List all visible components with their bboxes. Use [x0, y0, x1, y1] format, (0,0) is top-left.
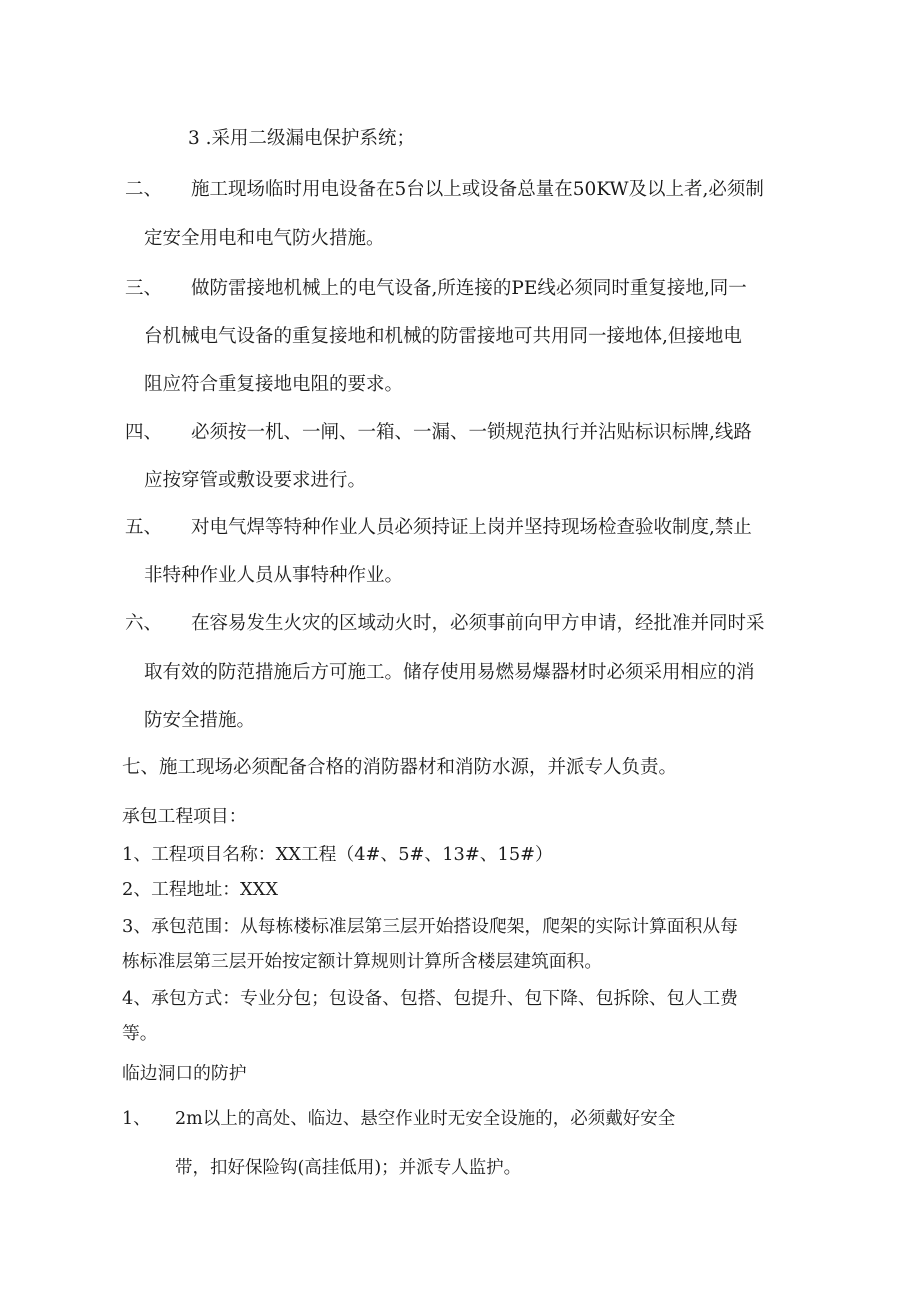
- item-5-line-2: 非特种作业人员从事特种作业。: [144, 565, 404, 586]
- edge-item-1-number: 1、: [122, 1109, 151, 1129]
- item-3-line: 3 .采用二级漏电保护系统；: [188, 128, 416, 149]
- item-6-line-1: 在容易发生火灾的区域动火时，必须事前向甲方申请，经批准并同时采: [191, 613, 765, 634]
- edge-item-1-line-1: 2m以上的高处、临边、悬空作业时无安全设施的，必须戴好安全: [175, 1109, 676, 1129]
- contract-item-4-line-1: 4、承包方式：专业分包；包设备、包搭、包提升、包下降、包拆除、包人工费: [122, 988, 738, 1009]
- item-2-line-2: 定安全用电和电气防火措施。: [144, 228, 385, 249]
- edge-protection-heading: 临边洞口的防护: [122, 1063, 247, 1084]
- contract-item-3-line-2: 栋标准层第三层开始按定额计算规则计算所含楼层建筑面积。: [122, 951, 603, 972]
- item-7-line: 七、施工现场必须配备合格的消防器材和消防水源，并派专人负责。: [122, 757, 678, 778]
- item-3-line-3: 阻应符合重复接地电阻的要求。: [144, 374, 404, 395]
- contract-item-3-line-1: 3、承包范围：从每栋楼标准层第三层开始搭设爬架，爬架的实际计算面积从每: [122, 916, 738, 937]
- item-6-number: 六、: [125, 613, 163, 634]
- item-2-number: 二、: [125, 179, 163, 200]
- contract-item-1: 1、工程项目名称：XX工程（4#、5#、13#、15#）: [122, 844, 553, 865]
- item-2-line-1: 施工现场临时用电设备在5台以上或设备总量在50KW及以上者,必须制: [191, 179, 764, 200]
- contract-item-2: 2、工程地址：XXX: [122, 879, 278, 900]
- edge-item-1-line-2: 带，扣好保险钩(高挂低用)；并派专人监护。: [175, 1158, 522, 1178]
- item-3-line-2: 台机械电气设备的重复接地和机械的防雷接地可共用同一接地体,但接地电: [144, 326, 742, 347]
- item-3-number: 三、: [125, 278, 163, 299]
- item-5-number: 五、: [125, 517, 163, 538]
- item-4-line-1: 必须按一机、一闸、一箱、一漏、一锁规范执行并沾贴标识标牌,线路: [191, 422, 752, 443]
- item-3-line-1: 做防雷接地机械上的电气设备,所连接的PE线必须同时重复接地,同一: [191, 278, 747, 299]
- item-5-line-1: 对电气焊等特种作业人员必须持证上岗并坚持现场检查验收制度,禁止: [191, 517, 752, 538]
- item-6-line-2: 取有效的防范措施后方可施工。储存使用易燃易爆器材时必须采用相应的消: [144, 662, 755, 683]
- item-4-number: 四、: [125, 422, 163, 443]
- item-6-line-3: 防安全措施。: [144, 710, 256, 731]
- contract-heading: 承包工程项目：: [122, 806, 247, 827]
- item-4-line-2: 应按穿管或敷设要求进行。: [144, 470, 367, 491]
- contract-item-4-line-2: 等。: [122, 1023, 158, 1044]
